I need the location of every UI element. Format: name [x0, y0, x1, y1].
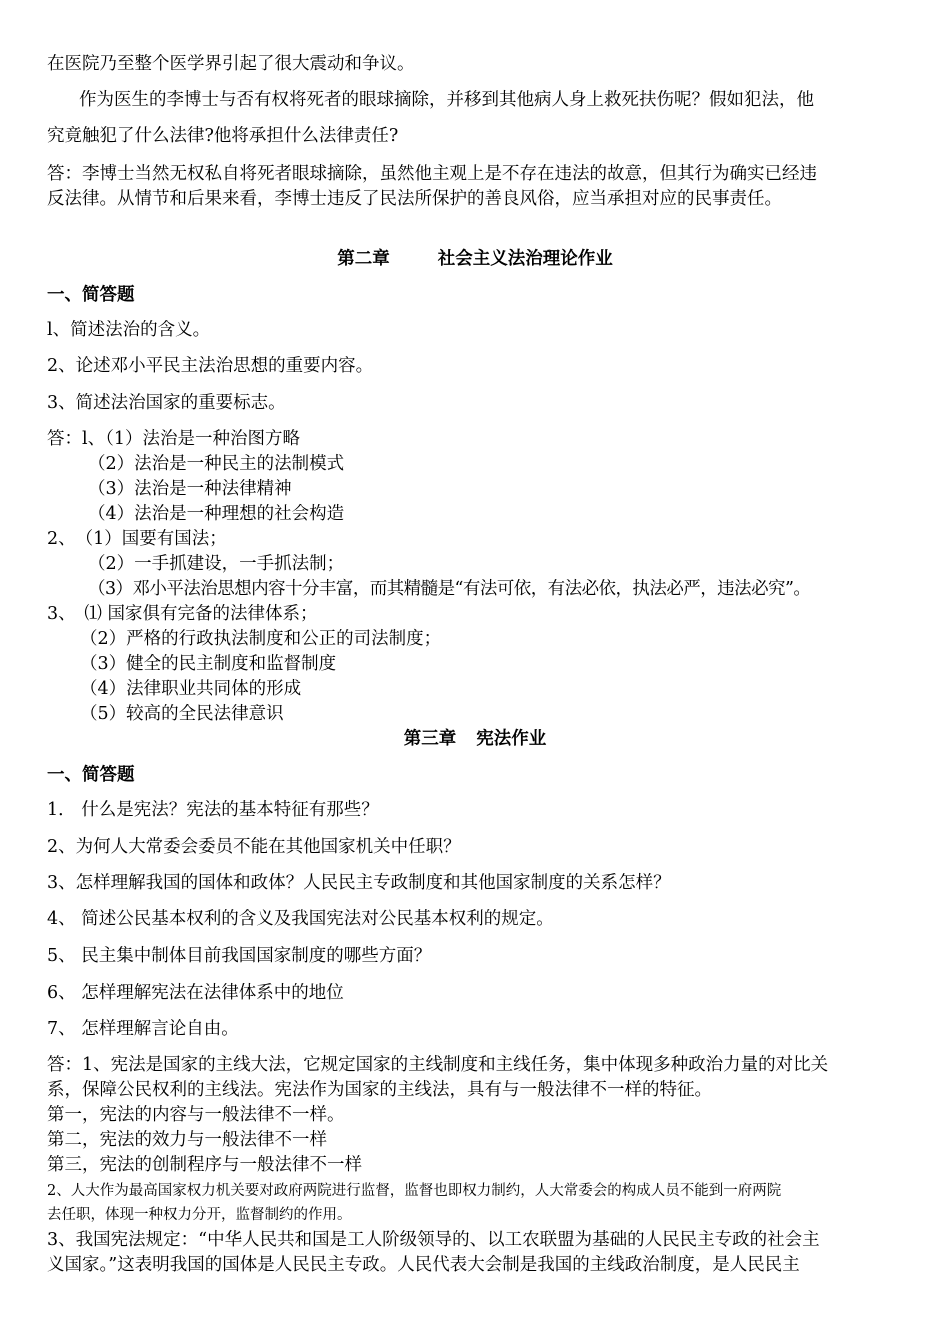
answer-line: （4）法律职业共同体的形成 [80, 679, 302, 699]
section-heading: 一、简答题 [47, 285, 135, 305]
chapter-number: 第三章 [403, 729, 457, 749]
answer-line-small: 2、人大作为最高国家权力机关要对政府两院进行监督，监督也即权力制约，人大常委会的构成人员不能到一府两院 [47, 1183, 782, 1199]
question-item: 4、 简述公民基本权利的含义及我国宪法对公民基本权利的规定。 [47, 909, 554, 929]
question-item: 2、论述邓小平民主法治思想的重要内容。 [47, 356, 374, 376]
answer-paragraph-line: 反法律。从情节和后果来看，李博士违反了民法所保护的善良风俗，应当承担对应的民事责任。 [47, 189, 782, 209]
answer-line: 答：1、宪法是国家的主线大法，它规定国家的主线制度和主线任务，集中体现多种政治力量的对比关 [47, 1055, 829, 1075]
answer-line: （2）一手抓建设，一手抓法制； [88, 554, 345, 574]
answer-line: （4）法治是一种理想的社会构造 [88, 504, 345, 524]
question-paragraph-line: 作为医生的李博士与否有权将死者的眼球摘除，并移到其他病人身上救死扶伤呢？假如犯法，他 [79, 90, 814, 110]
chapter-3-heading [0, 727, 950, 751]
answer-paragraph-line: 答：李博士当然无权私自将死者眼球摘除，虽然他主观上是不存在违法的故意，但其行为确实已经违 [47, 164, 817, 184]
question-item: 7、 怎样理解言论自由。 [47, 1019, 239, 1039]
answer-line: 第二，宪法的效力与一般法律不一样 [47, 1130, 327, 1150]
answer-line: 答：l、（1）法治是一种治图方略 [47, 429, 300, 449]
question-item: 5、 民主集中制体目前我国国家制度的哪些方面？ [47, 946, 432, 966]
question-item: l、简述法治的含义。 [47, 320, 211, 340]
question-item: 6、 怎样理解宪法在法律体系中的地位 [47, 983, 344, 1003]
answer-line: （3）健全的民主制度和监督制度 [80, 654, 337, 674]
answer-line: 第三，宪法的创制程序与一般法律不一样 [47, 1155, 362, 1175]
chapter-title: 社会主义法治理论作业 [437, 249, 613, 269]
section-heading: 一、简答题 [47, 765, 135, 785]
answer-line: （2）严格的行政执法制度和公正的司法制度； [80, 629, 442, 649]
chapter-2-heading [0, 247, 950, 271]
question-item: 3、怎样理解我国的国体和政体？人民民主专政制度和其他国家制度的关系怎样？ [47, 873, 671, 893]
answer-line-small: 去任职，体现一种权力分开，监督制约的作用。 [47, 1207, 352, 1223]
chapter-title: 宪法作业 [476, 729, 547, 749]
answer-line: 第一，宪法的内容与一般法律不一样。 [47, 1105, 345, 1125]
answer-line: 2、 （1）国要有国法； [47, 529, 227, 549]
question-item: 3、简述法治国家的重要标志。 [47, 393, 286, 413]
answer-line: 3、我国宪法规定：“中华人民共和国是工人阶级领导的、以工农联盟为基础的人民民主专政的社会主 [47, 1230, 820, 1250]
chapter-number: 第二章 [337, 249, 390, 269]
answer-line: 系，保障公民权利的主线法。宪法作为国家的主线法，具有与一般法律不一样的特征。 [47, 1080, 712, 1100]
answer-line: （2）法治是一种民主的法制模式 [88, 454, 345, 474]
question-paragraph-line: 究竟触犯了什么法律?他将承担什么法律责任? [47, 126, 399, 146]
question-item: 2、为何人大常委会委员不能在其他国家机关中任职？ [47, 837, 461, 857]
question-item: 1． 什么是宪法？宪法的基本特征有那些？ [47, 800, 379, 820]
answer-line: （3）法治是一种法律精神 [88, 479, 292, 499]
answer-line: 3、 ⑴ 国家俱有完备的法律体系； [47, 604, 318, 624]
answer-line: 义国家。”这表明我国的国体是人民民主专政。人民代表大会制是我国的主线政治制度，是人民民主 [47, 1255, 800, 1275]
answer-line: （3）邓小平法治思想内容十分丰富，而其精髓是“有法可依，有法必依，执法必严，违法必究”。 [88, 579, 811, 599]
answer-line: （5）较高的全民法律意识 [80, 704, 284, 724]
intro-line: 在医院乃至整个医学界引起了很大震动和争议。 [47, 54, 415, 74]
